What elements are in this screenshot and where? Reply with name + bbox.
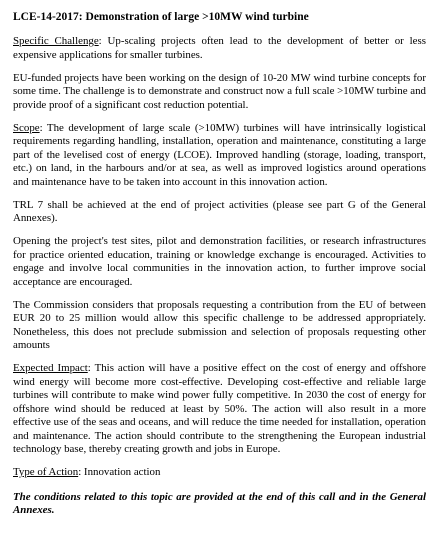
scope-label: Scope [13,121,40,134]
expected-impact-label: Expected Impact [13,362,88,374]
type-of-action-text: : Innovation action [78,466,161,478]
scope-text: : The development of large scale (>10MW) turbines will have intrinsically logistical requirements regarding handling, installation, operation and maintenance, constituting a large part of the levelised cost of energy (LCOE). Improved handling (storage, loading, transport, etc.) on land, in the harbours and/or at sea, as well as improved logistics around operations and maintenance have to be taken into account in this innovation action. [13,121,426,188]
closing-note: The conditions related to this topic are provided at the end of this call and in the General Annexes. [13,490,426,516]
topic-title: LCE-14-2017: Demonstration of large >10MW wind turbine [13,11,309,23]
specific-challenge-paragraph [13,35,426,62]
scope-paragraph [13,122,426,190]
type-of-action-paragraph [13,466,426,480]
specific-challenge-text: : Up-scaling projects often lead to the development of better or less expensive applications for smaller turbines. [13,35,426,61]
eu-funded-paragraph: EU-funded projects have been working on the design of 10-20 MW wind turbine concepts for some time. The challenge is to demonstrate and construct now a full scale >10MW turbine and provide proof of a significant cost reduction potential. [13,71,426,111]
opening-paragraph: Opening the project's test sites, pilot and demonstration facilities, or research infrastructures for practice oriented education, training or knowledge exchange is encouraged. Activities to engage and involve local communities in the innovation action, to further improve social acceptance are encouraged. [13,235,426,288]
expected-impact-paragraph [13,362,426,457]
expected-impact-text: : This action will have a positive effect on the cost of energy and offshore wind energy will become more cost-effective. Developing cost-effective and reliable large turbines will contribute to make wind power fully competitive. In 2030 the cost of energy for offshore wind should be reduced at least by 50%. The action will also result in a more effective use of the seas and oceans, and will reduce the time needed for installation, operation and maintenance. The action should contribute to the strengthening the European industrial technology base, thereby creating growth and jobs in Europe. [13,362,426,455]
specific-challenge-label: Specific Challenge [13,35,99,47]
type-of-action-label: Type of Action [13,466,79,478]
trl-paragraph: TRL 7 shall be achieved at the end of project activities (please see part G of the General Annexes). [13,198,426,224]
commission-paragraph: The Commission considers that proposals requesting a contribution from the EU of between EUR 20 to 25 million would allow this specific challenge to be addressed appropriately. Nonetheless, this does not preclude submission and selection of proposals requesting other amounts [13,298,426,351]
